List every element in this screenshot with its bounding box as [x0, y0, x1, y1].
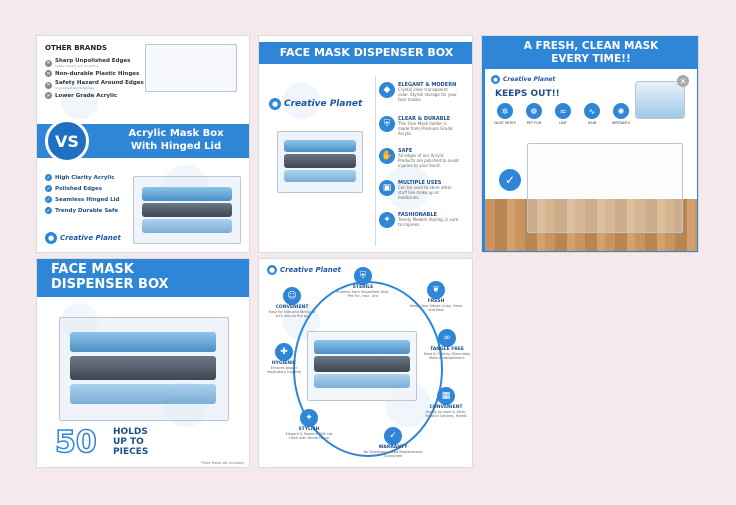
- family-icon: ☺: [283, 287, 301, 305]
- sparkle-icon: ✦: [379, 212, 395, 228]
- crossed-box-image: [635, 81, 685, 119]
- vs-text: VS: [55, 131, 79, 151]
- good-label: High Clarity Acrylic: [55, 174, 115, 181]
- paw-icon: ❁: [526, 103, 542, 119]
- bad-label: Safety Hazard Around Edges: [55, 80, 144, 86]
- brand-logo: [267, 265, 341, 275]
- benefit-title: CONVENIENT: [275, 305, 309, 310]
- benefit-hygienic: [261, 343, 307, 374]
- feature-desc: Trendy Modern Styling, is sure to impress.: [398, 217, 459, 227]
- check-badge-icon: ✓: [499, 169, 521, 191]
- holds-line2: UP TO: [113, 437, 144, 447]
- x-icon: ✕: [46, 82, 51, 88]
- item-label: HAIR: [587, 121, 597, 125]
- dispenser-features-panel: [258, 35, 473, 253]
- shield-icon: ⛨: [379, 116, 395, 132]
- benefit-convenient: [265, 287, 319, 318]
- keeps-out-heading: KEEPS OUT!!: [495, 89, 560, 99]
- item-label: LINT: [559, 121, 567, 125]
- feature-clear: [379, 116, 459, 136]
- brand-logo: [45, 232, 121, 244]
- benefit-title: STERILE: [352, 285, 374, 290]
- feature-multiple: [379, 180, 459, 200]
- brand-logo: [269, 98, 362, 110]
- other-brands-heading: OTHER BRANDS: [45, 44, 108, 52]
- product-box-image: [527, 143, 683, 233]
- benefits-circle-panel: [258, 258, 473, 468]
- badge-icon: ✓: [384, 427, 402, 445]
- panel-title: FACE MASK DISPENSER BOX: [259, 42, 473, 64]
- benefit-title: WARRANTY: [378, 445, 408, 450]
- bad-sub: Unpolished and Scratches: [55, 86, 95, 90]
- feature-desc: Can be used to store other stuff like make up or medicines.: [398, 185, 452, 200]
- lint-icon: ≈: [555, 103, 571, 119]
- planet-icon: ●: [269, 98, 281, 110]
- holds-line3: PIECES: [113, 447, 149, 457]
- tangle-icon: ∞: [438, 329, 456, 347]
- keeps-out-panel: [481, 35, 699, 253]
- keeps-out-list: [493, 103, 633, 125]
- title-line1: A FRESH, CLEAN MASK: [523, 40, 659, 52]
- capacity-text: [113, 427, 148, 457]
- product-box-image: [307, 331, 417, 401]
- feature-desc: Crystal clear transparent color. Stylish storage for your face masks.: [398, 87, 457, 102]
- feature-title: FASHIONABLE: [398, 212, 438, 218]
- item-label: PET FUR: [526, 121, 542, 125]
- benefit-desc: Keeps Your Masks Crisp, Fresh and New: [409, 304, 463, 313]
- feature-elegant: [379, 82, 459, 102]
- bad-label: Lower Grade Acrylic: [55, 92, 118, 99]
- benefit-desc: Handy to have in Work, Medical Centres, Hotels: [425, 410, 467, 419]
- good-item: [45, 196, 119, 203]
- feature-safe: [379, 148, 459, 168]
- benefit-desc: Elegant & Modern. Will not Clash with Home Decor: [285, 432, 333, 441]
- good-item: [45, 207, 119, 214]
- shield-icon: ⛨: [354, 267, 372, 285]
- title-line2: DISPENSER BOX: [51, 277, 169, 292]
- x-icon: ✕: [46, 60, 51, 66]
- benefit-tangle-free: [423, 329, 471, 360]
- hand-icon: ✋: [379, 148, 395, 164]
- benefit-sterile: [333, 267, 393, 298]
- capacity-number: 50: [55, 425, 97, 460]
- vs-badge: [45, 119, 89, 163]
- benefit-convenient-work: [421, 387, 471, 418]
- holds-line1: HOLDS: [113, 427, 148, 437]
- check-icon: ✓: [46, 174, 51, 181]
- bad-item: [45, 70, 144, 77]
- keeps-out-item: [493, 103, 517, 125]
- banner-title: [111, 127, 241, 153]
- item-label: IRRITANTS: [611, 121, 631, 125]
- photo-scene: [485, 69, 697, 251]
- feature-desc: This Face Mask holder is made from Premium Grade Acrylic.: [398, 121, 453, 136]
- feature-title: SAFE: [398, 148, 413, 154]
- good-item: [45, 185, 119, 192]
- benefit-desc: Easy for kids and family to pick one on the go: [268, 310, 316, 319]
- good-label: Seamless Hinged Lid: [55, 196, 120, 203]
- check-icon: ✓: [46, 185, 51, 192]
- planet-icon: ●: [491, 75, 500, 84]
- dust-icon: ✲: [497, 103, 513, 119]
- close-icon: ✕: [677, 75, 689, 87]
- brand-name: Creative Planet: [280, 266, 341, 274]
- product-box-image: [133, 176, 241, 244]
- bad-item: [45, 80, 144, 90]
- feature-divider: [375, 76, 376, 246]
- sparkle-icon: ✦: [300, 409, 318, 427]
- benefit-title: HYGIENIC: [271, 361, 297, 366]
- good-item: [45, 174, 119, 181]
- good-label: Trendy Durable Safe: [55, 207, 119, 214]
- keeps-out-item: [609, 103, 633, 125]
- feature-fashionable: [379, 212, 459, 228]
- hygiene-icon: ✚: [275, 343, 293, 361]
- feature-desc: All edges of our Acrylic Products are polished to avoid injuries to your hand.: [398, 153, 459, 168]
- bad-sub: Safety Hazard and Scratches: [55, 64, 99, 68]
- x-icon: ✕: [46, 92, 51, 99]
- brand-name: Creative Planet: [284, 99, 363, 109]
- cube-icon: ▣: [379, 180, 395, 196]
- panel-title: [51, 262, 169, 292]
- benefit-desc: Protects from Household Dust, Pet Fur, Hair, Lint: [336, 290, 390, 299]
- capacity-panel: [36, 258, 250, 468]
- irritant-icon: ✺: [613, 103, 629, 119]
- bad-item: [45, 92, 144, 99]
- check-icon: ✓: [46, 207, 51, 214]
- disclaimer-note: *Face Mask not included: [201, 461, 244, 465]
- brand-name: Creative Planet: [503, 76, 556, 83]
- good-list: [45, 174, 119, 214]
- benefit-desc: Neat & Orderly. Eliminates Mask Entanglement.: [423, 352, 471, 361]
- keeps-out-item: [522, 103, 546, 125]
- banner-line2: With Hinged Lid: [130, 141, 222, 152]
- bad-item: [45, 58, 144, 68]
- feature-title: MULTIPLE USES: [398, 180, 442, 186]
- leaf-icon: ❦: [427, 281, 445, 299]
- benefit-fresh: [407, 281, 465, 312]
- building-icon: ▦: [437, 387, 455, 405]
- brand-name: Creative Planet: [60, 234, 121, 242]
- panel-title: [482, 40, 699, 66]
- bad-list: [45, 58, 144, 99]
- hair-icon: ∿: [584, 103, 600, 119]
- item-label: DUST MITES: [494, 121, 516, 125]
- benefit-desc: No Questions asked Replacement Guarantee: [363, 450, 423, 459]
- bad-label: Sharp Unpolished Edges: [55, 58, 131, 64]
- title-line1: FACE MASK: [51, 262, 134, 277]
- benefit-title: FRESH: [427, 299, 445, 304]
- benefit-title: TANGLE FREE: [430, 347, 464, 352]
- benefit-warranty: [361, 427, 425, 458]
- benefit-title: CONVENIENT: [429, 405, 463, 410]
- keeps-out-item: [580, 103, 604, 125]
- comparison-panel: [36, 35, 250, 253]
- check-icon: ✓: [46, 196, 51, 203]
- planet-icon: ●: [45, 232, 57, 244]
- benefit-stylish: [281, 409, 337, 440]
- brand-logo: [491, 75, 555, 84]
- keeps-out-item: [551, 103, 575, 125]
- feature-title: CLEAR & DURABLE: [398, 116, 451, 122]
- diamond-icon: ◆: [379, 82, 395, 98]
- title-line2: EVERY TIME!!: [551, 53, 631, 65]
- good-label: Polished Edges: [55, 185, 102, 192]
- benefit-title: STYLISH: [298, 427, 320, 432]
- x-icon: ✕: [46, 70, 51, 77]
- product-box-image: [277, 131, 363, 193]
- competitor-box-image: [145, 44, 237, 92]
- planet-icon: ●: [268, 266, 276, 274]
- benefit-desc: Ensures proper respiratory hygiene: [266, 366, 302, 375]
- feature-title: ELEGANT & MODERN: [398, 82, 457, 88]
- banner-line1: Acrylic Mask Box: [128, 128, 224, 139]
- product-box-image: [59, 317, 229, 421]
- bad-label: Non-durable Plastic Hinges: [55, 70, 140, 77]
